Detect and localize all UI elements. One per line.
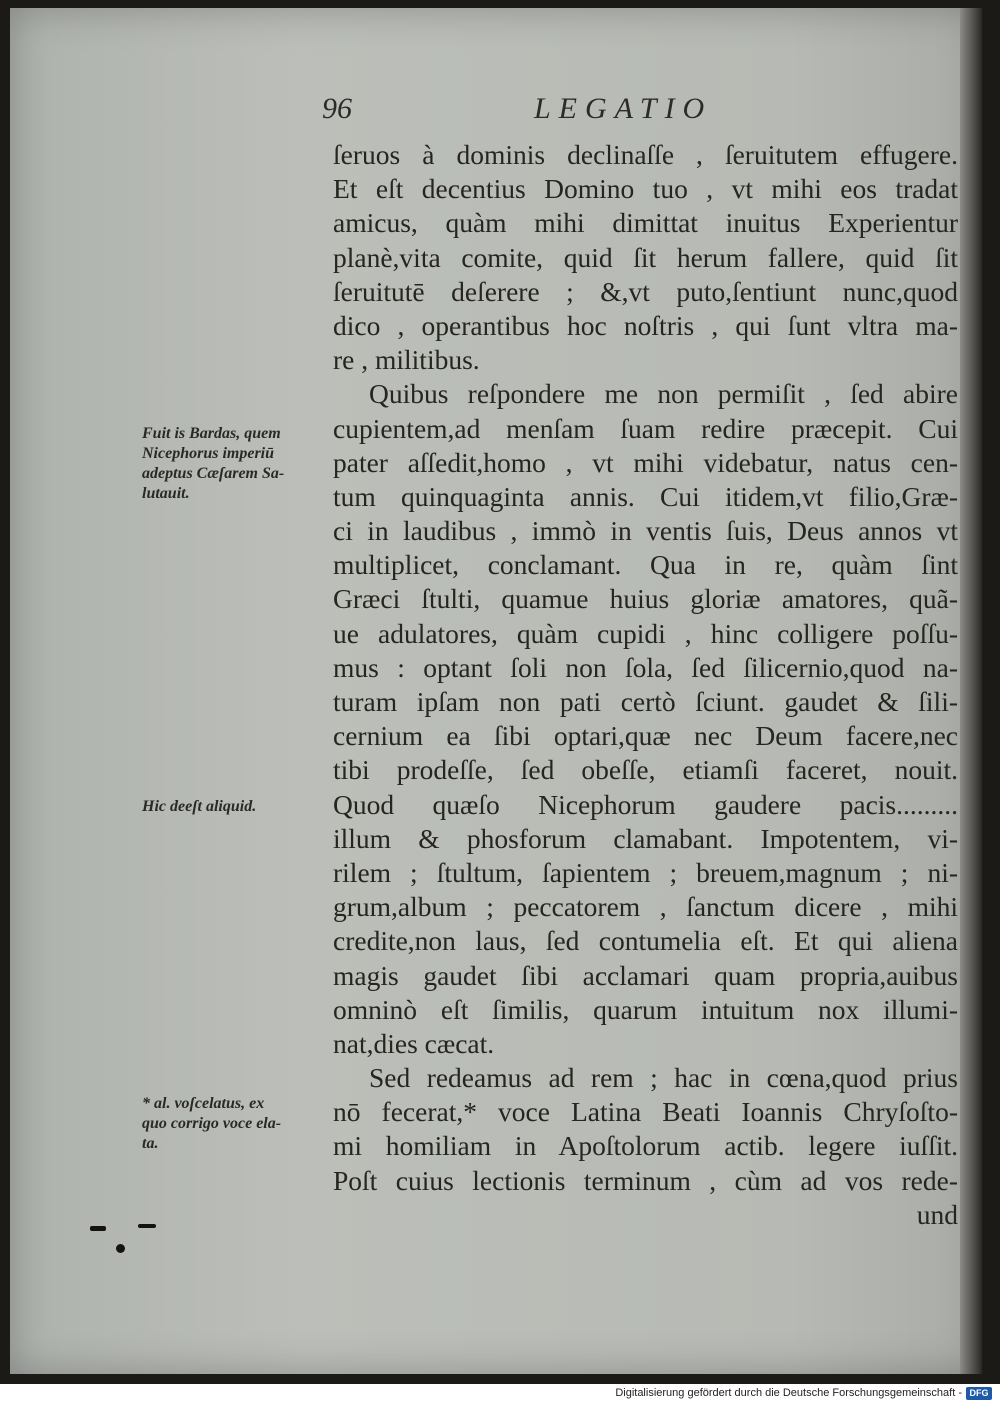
margin-note-variant <box>142 1094 281 1154</box>
text-line: grum,album ; peccatorem , ſanctum dicere , mihi <box>333 891 958 923</box>
margin-note-line: Fuit is Bardas, quem <box>142 425 281 442</box>
dfg-logo: DFG <box>966 1387 992 1400</box>
text-line: ſeruitutē deſerere ; &,vt puto,ſentiunt nunc,quod <box>333 275 958 307</box>
margin-note-line: lutauit. <box>142 485 190 502</box>
text-line: Quod quæſo Nicephorum gaudere pacis......... <box>333 788 958 820</box>
text-line: Sed redeamus ad rem ; hac in cœna,quod prius <box>369 1062 958 1094</box>
digitization-footer <box>0 1384 1000 1404</box>
text-line: nat,dies cæcat. <box>333 1027 495 1059</box>
text-line: ſeruos à dominis declinaſſe , ſeruitutem effugere. <box>333 139 958 170</box>
running-head: LEGATIO <box>534 92 713 125</box>
margin-note-line: * al. voſcelatus, ex <box>142 1095 265 1112</box>
margin-note-lacuna <box>142 797 256 817</box>
text-line: illum & phosforum clamabant. Impotentem, vi- <box>333 822 958 854</box>
catchword: und <box>916 1198 958 1230</box>
text-line: mus : optant ſoli non ſola, ſed ſilicernio,quod na- <box>333 651 958 683</box>
text-line: multiplicet, conclamant. Qua in re, quàm ſint <box>333 549 958 581</box>
margin-note-line: quo corrigo voce ela- <box>142 1115 282 1132</box>
body-text <box>333 138 958 1232</box>
text-line: pater aſſedit,homo , vt mihi videbatur, natus cen- <box>333 446 958 478</box>
book-spine-edge <box>960 8 982 1374</box>
text-line: Quibus reſpondere me non permiſit , ſed abire <box>369 378 958 410</box>
text-line: Græci ſtulti, quamue huius gloriæ amatores, quã- <box>333 583 958 615</box>
text-line: turam ipſam non pati certò ſciunt. gaudet & ſili- <box>333 686 958 717</box>
margin-note-line: Hic deeſt aliquid. <box>142 798 257 815</box>
ink-dot <box>116 1244 125 1253</box>
text-line: re , militibus. <box>333 344 480 376</box>
margin-note-line: adeptus Cæſarem Sa- <box>142 465 285 482</box>
text-line: amicus, quàm mihi dimittat inuitus Experientur <box>333 207 958 239</box>
text-line: Poſt cuius lectionis terminum , cùm ad vos rede- <box>333 1164 958 1196</box>
text-line: magis gaudet ſibi acclamari quam propria,auibus <box>333 959 958 991</box>
text-line: tum quinquaginta annis. Cui itidem,vt filio,Græ- <box>333 480 958 512</box>
text-line: dico , operantibus hoc noſtris , qui ſunt vltra ma- <box>333 309 958 341</box>
margin-note-line: Nicephorus imperiū <box>142 445 275 462</box>
text-line: planè,vita comite, quid ſit herum fallere, quid ſit <box>333 241 958 273</box>
page-number: 96 <box>322 92 352 125</box>
text-line: credite,non laus, ſed contumelia eſt. Et qui aliena <box>333 925 958 957</box>
text-line: nō fecerat,* voce Latina Beati Ioannis Chryſoſto- <box>333 1096 958 1128</box>
margin-note-bardas <box>142 424 284 504</box>
funding-notice: Digitalisierung gefördert durch die Deutsche Forschungsgemeinschaft - <box>615 1387 962 1399</box>
text-line: cupientem,ad menſam ſuam redire præcepit. Cui <box>333 412 958 444</box>
text-line: mi homiliam in Apoſtolorum actib. legere iuſſit. <box>333 1130 958 1162</box>
page-header <box>322 92 942 136</box>
text-line: cernium ea ſibi optari,quæ nec Deum facere,nec <box>333 720 958 752</box>
ink-mark <box>138 1224 156 1228</box>
text-line: Et eſt decentius Domino tuo , vt mihi eos tradat <box>333 173 958 205</box>
margin-note-line: ta. <box>142 1135 159 1152</box>
text-line: omninò eſt ſimilis, quarum intuitum nox illumi- <box>333 993 958 1025</box>
text-line: ue adulatores, quàm cupidi , hinc colligere poſſu- <box>333 617 958 649</box>
text-line: tibi prodeſſe, ſed obeſſe, etiamſi faceret, nouit. <box>333 754 958 786</box>
ink-mark <box>90 1226 106 1231</box>
text-line: rilem ; ſtultum, ſapientem ; breuem,magnum ; ni- <box>333 856 958 888</box>
text-line: ci in laudibus , immò in ventis ſuis, Deus annos vt <box>333 515 958 547</box>
